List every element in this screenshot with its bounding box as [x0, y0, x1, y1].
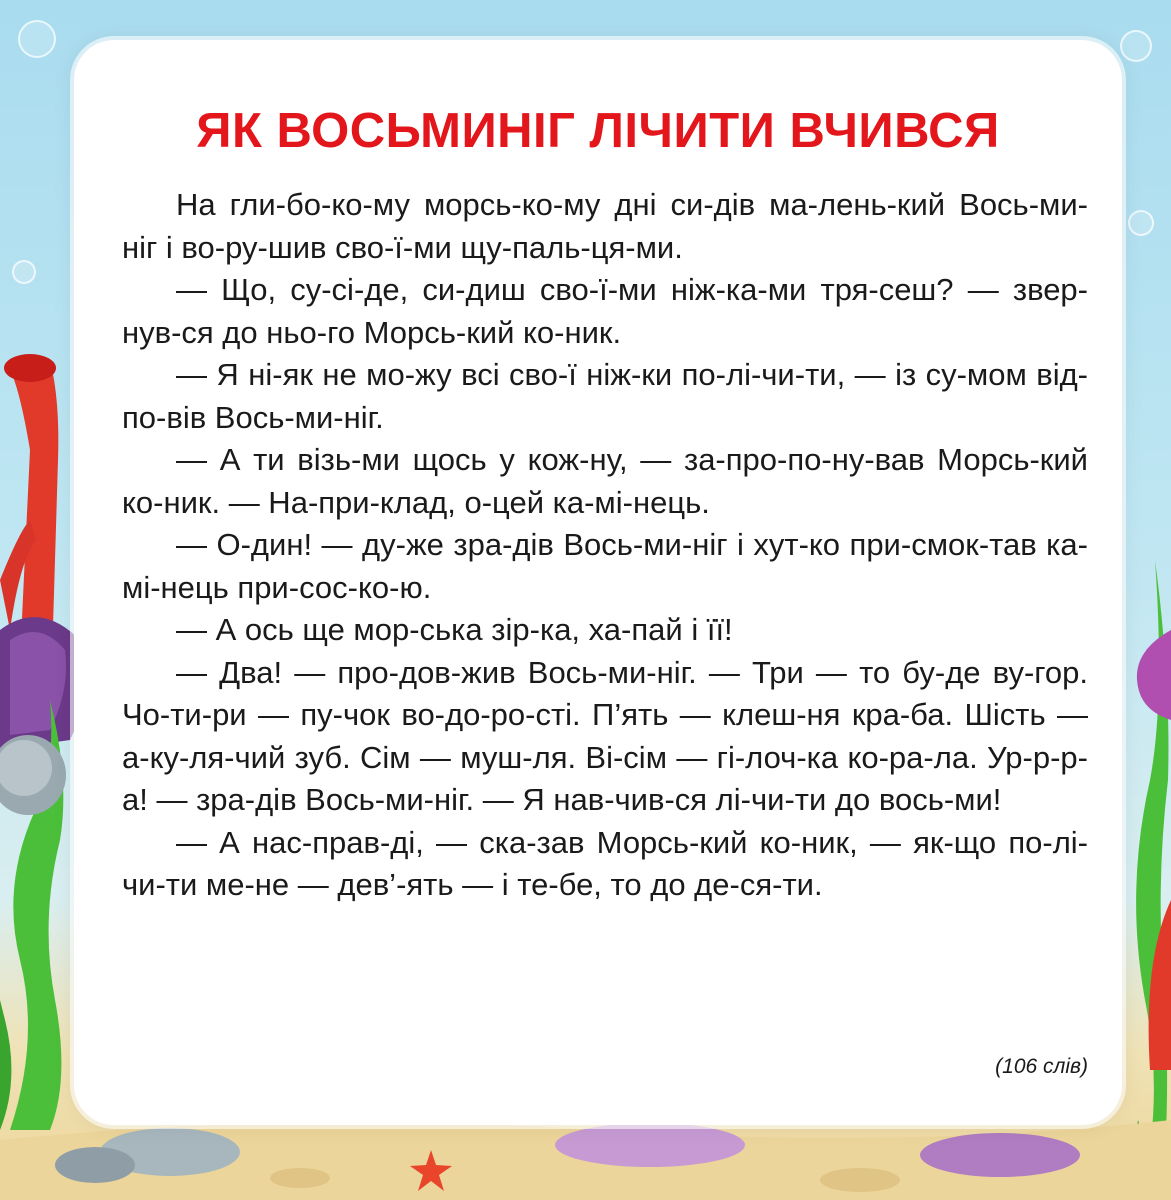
story-paragraph: — Я ні-як не мо-жу всі сво-ї ніж-ки по-лі-чи-ти, — із су-мом від-по-вів Вось-ми-ніг. — [122, 357, 1088, 435]
gray-rock-icon — [0, 730, 70, 820]
story-paragraph: — А нас-прав-ді, — ска-зав Морсь-кий ко-ник, — як-що по-лі-чи-ти ме-не — дев’-ять — і те-бе, то до де-ся-ти. — [122, 824, 1088, 902]
bubble — [1128, 210, 1154, 236]
story-paragraph: — Два! — про-дов-жив Вось-ми-ніг. — Три — то бу-де ву-гор. Чо-ти-ри — пу-чок во-до-ро-сті. П’ять — клеш-ня кра-ба. Шість — а-ку-ля-чий зуб. Сім — муш-ля. Ві-сім — гі-лоч-ка ко-ра-ла. Ур-р-р-а! — зра-дів Вось-ми-ніг. — Я нав-чив-ся лі-чи-ти до вось-ми! — [122, 654, 1088, 817]
bubble — [12, 260, 36, 284]
story-text — [122, 184, 1088, 907]
bubble — [18, 20, 56, 58]
purple-coral-right-icon — [1125, 630, 1171, 720]
story-paragraph: — О-дин! — ду-же зра-дів Вось-ми-ніг і хут-ко при-смок-тав ка-мі-нець при-сос-ко-ю. — [122, 527, 1088, 605]
red-coral-right-icon — [1138, 900, 1171, 1070]
starfish-icon — [408, 1148, 454, 1194]
word-count: (106 слів) — [995, 1055, 1088, 1078]
bubble — [1120, 30, 1152, 62]
story-card — [74, 40, 1122, 1125]
page-title: ЯК ВОСЬМИНІГ ЛІЧИТИ ВЧИВСЯ — [196, 104, 1000, 158]
story-paragraph: — Що, су-сі-де, си-диш сво-ї-ми ніж-ка-ми тря-сеш? — звер-нув-ся до ньо-го Морсь-кий ко-ник. — [122, 272, 1088, 350]
story-paragraph: — А ось ще мор-ська зір-ка, ха-пай і її! — [176, 612, 733, 647]
story-paragraph: На гли-бо-ко-му морсь-ко-му дні си-дів ма-лень-кий Вось-ми-ніг і во-ру-шив сво-ї-ми щу-паль-ця-ми. — [122, 187, 1088, 265]
story-paragraph: — А ти візь-ми щось у кож-ну, — за-про-по-ну-вав Морсь-кий ко-ник. — На-при-клад, о-цей ка-мі-нець. — [122, 442, 1088, 520]
